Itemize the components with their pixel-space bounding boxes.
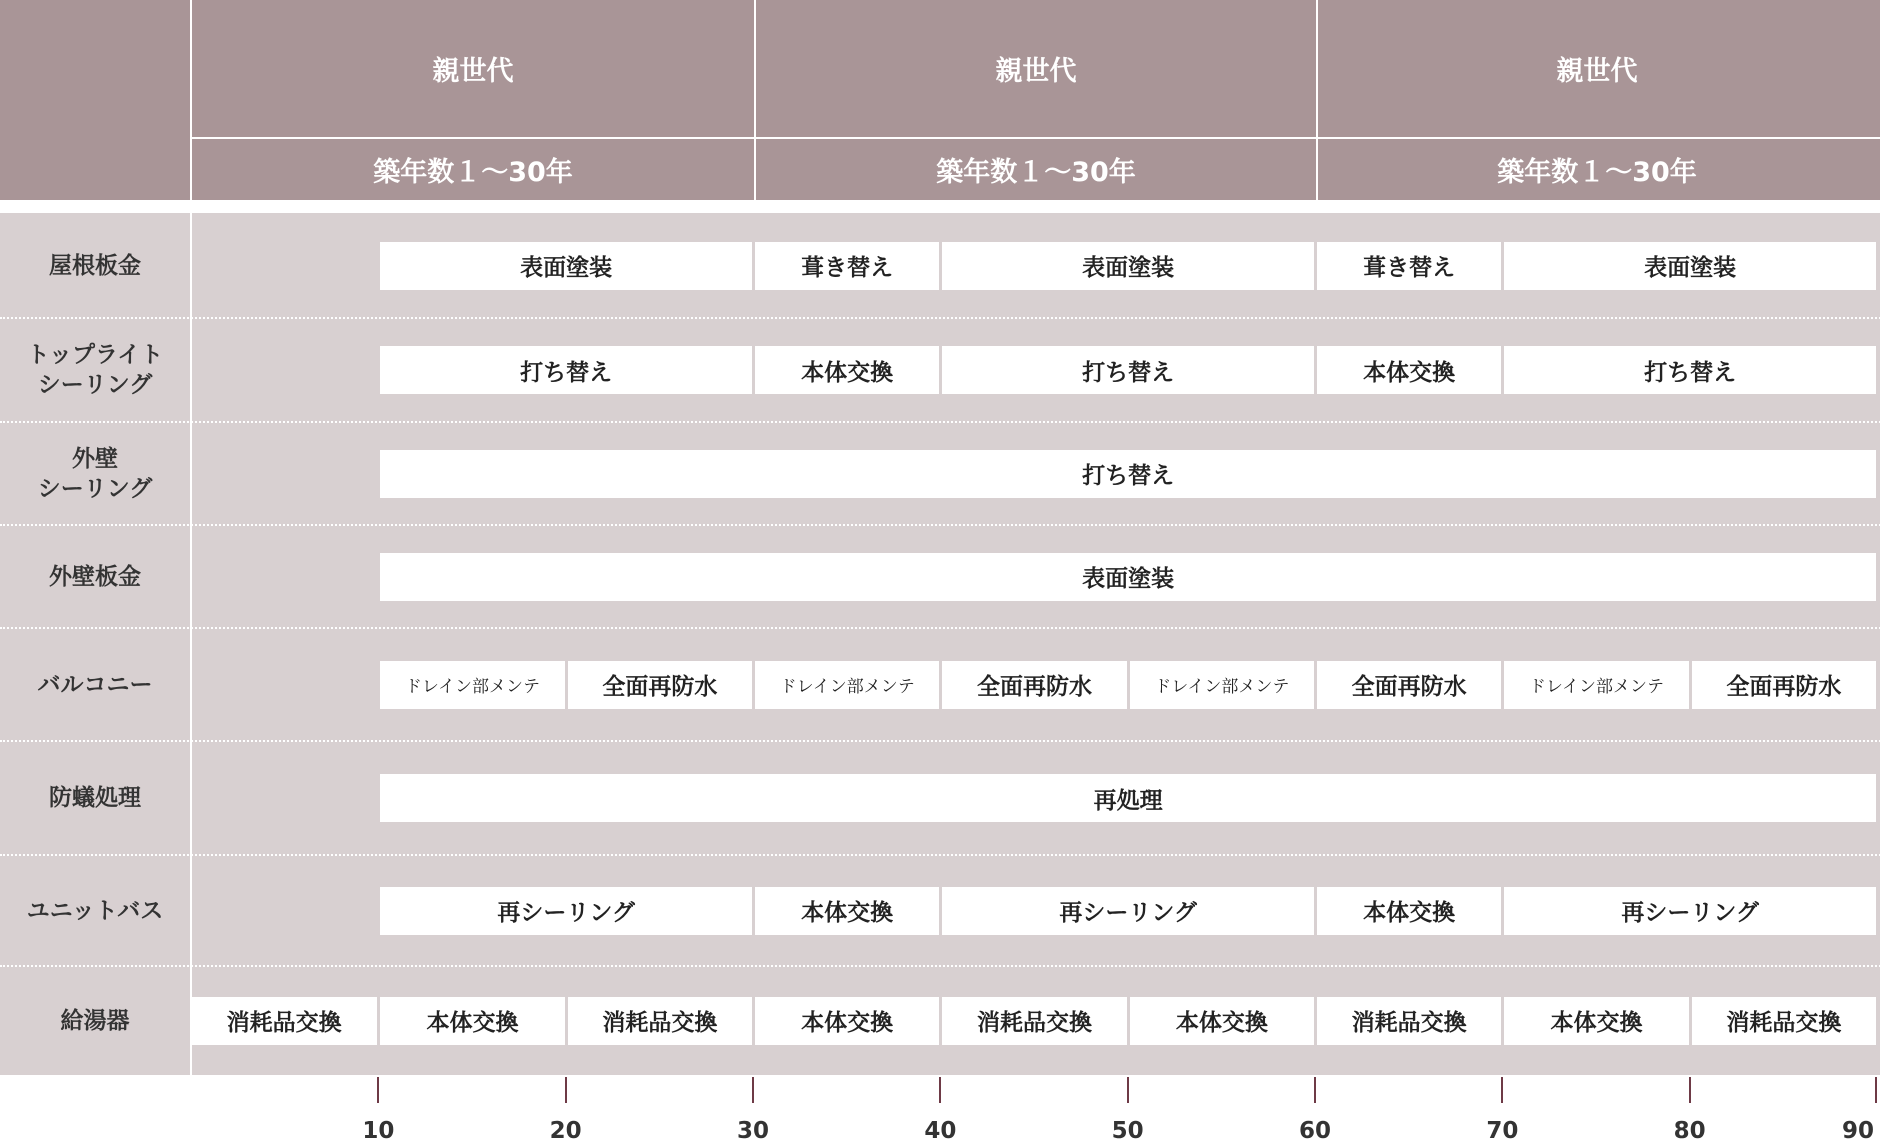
schedule-bar: 消耗品交換: [942, 997, 1126, 1045]
schedule-bar: 葺き替え: [1317, 242, 1501, 290]
schedule-bar: 表面塗装: [942, 242, 1314, 290]
schedule-bar: 打ち替え: [380, 346, 752, 394]
schedule-bar: 葺き替え: [755, 242, 939, 290]
axis-tick-label: 80: [1673, 1118, 1706, 1144]
schedule-bar: 打ち替え: [1504, 346, 1876, 394]
row-separator: [0, 965, 1888, 967]
axis-tick: [1689, 1077, 1691, 1103]
axis-tick-label: 50: [1111, 1118, 1144, 1144]
axis-tick-label: 60: [1298, 1118, 1331, 1144]
row-separator: [0, 421, 1888, 423]
row-separator: [0, 524, 1888, 526]
schedule-bar: 再シーリング: [1504, 887, 1876, 935]
row-separator: [0, 740, 1888, 742]
axis-tick: [1501, 1077, 1503, 1103]
schedule-bar: ドレイン部メンテ: [1504, 661, 1688, 709]
generation-header: 親世代: [995, 56, 1077, 87]
schedule-bar: 本体交換: [1504, 997, 1688, 1045]
axis-tick-label: 70: [1486, 1118, 1519, 1144]
axis-tick: [1127, 1077, 1129, 1103]
schedule-bar: 再シーリング: [380, 887, 752, 935]
axis-tick-label: 40: [924, 1118, 957, 1144]
axis-tick-label: 10: [362, 1118, 395, 1144]
schedule-bar: 消耗品交換: [191, 997, 377, 1045]
schedule-body: [0, 213, 1880, 1075]
generation-header: 親世代: [432, 56, 514, 87]
schedule-bar: 打ち替え: [380, 450, 1876, 498]
schedule-bar: ドレイン部メンテ: [380, 661, 564, 709]
axis-tick: [752, 1077, 754, 1103]
axis-tick: [377, 1077, 379, 1103]
schedule-bar: ドレイン部メンテ: [1130, 661, 1314, 709]
row-label: トップライト シーリング: [26, 342, 164, 398]
row-separator: [0, 317, 1888, 319]
label-column-divider: [190, 213, 192, 1075]
schedule-bar: 再シーリング: [942, 887, 1314, 935]
schedule-bar: 表面塗装: [380, 553, 1876, 601]
schedule-bar: 表面塗装: [380, 242, 752, 290]
axis-tick: [1314, 1077, 1316, 1103]
axis-tick: [939, 1077, 941, 1103]
row-label: 防蟻処理: [49, 785, 141, 811]
schedule-bar: 消耗品交換: [1317, 997, 1501, 1045]
axis-tick-label: 30: [736, 1118, 769, 1144]
schedule-bar: 全面再防水: [1692, 661, 1876, 709]
schedule-bar: 全面再防水: [568, 661, 752, 709]
schedule-bar: 本体交換: [755, 997, 939, 1045]
age-range-header: 築年数１〜30年: [936, 157, 1136, 188]
age-range-header: 築年数１〜30年: [1497, 157, 1697, 188]
schedule-bar: 消耗品交換: [1692, 997, 1876, 1045]
schedule-bar: 再処理: [380, 774, 1876, 822]
row-separator: [0, 627, 1888, 629]
schedule-bar: 本体交換: [1317, 346, 1501, 394]
row-label: 屋根板金: [49, 252, 141, 279]
axis-tick: [565, 1077, 567, 1103]
schedule-bar: 全面再防水: [942, 661, 1126, 709]
schedule-bar: 本体交換: [1130, 997, 1314, 1045]
axis-tick-label: 20: [549, 1118, 582, 1144]
schedule-bar: 打ち替え: [942, 346, 1314, 394]
schedule-bar: 本体交換: [1317, 887, 1501, 935]
schedule-bar: 本体交換: [380, 997, 564, 1045]
row-separator: [0, 854, 1888, 856]
row-label: バルコニー: [37, 671, 153, 698]
schedule-bar: 全面再防水: [1317, 661, 1501, 709]
row-label: 給湯器: [60, 1007, 130, 1034]
row-label: 外壁板金: [49, 563, 141, 590]
schedule-bar: ドレイン部メンテ: [755, 661, 939, 709]
schedule-bar: 表面塗装: [1504, 242, 1876, 290]
axis-tick: [1875, 1077, 1877, 1103]
schedule-bar: 本体交換: [755, 346, 939, 394]
axis-tick-label: 90: [1841, 1118, 1874, 1144]
row-label: 外壁 シーリング: [37, 445, 153, 502]
schedule-bar: 本体交換: [755, 887, 939, 935]
generation-header: 親世代: [1556, 56, 1638, 87]
age-range-header: 築年数１〜30年: [373, 157, 573, 188]
schedule-bar: 消耗品交換: [568, 997, 752, 1045]
row-label: ユニットバス: [26, 897, 164, 924]
